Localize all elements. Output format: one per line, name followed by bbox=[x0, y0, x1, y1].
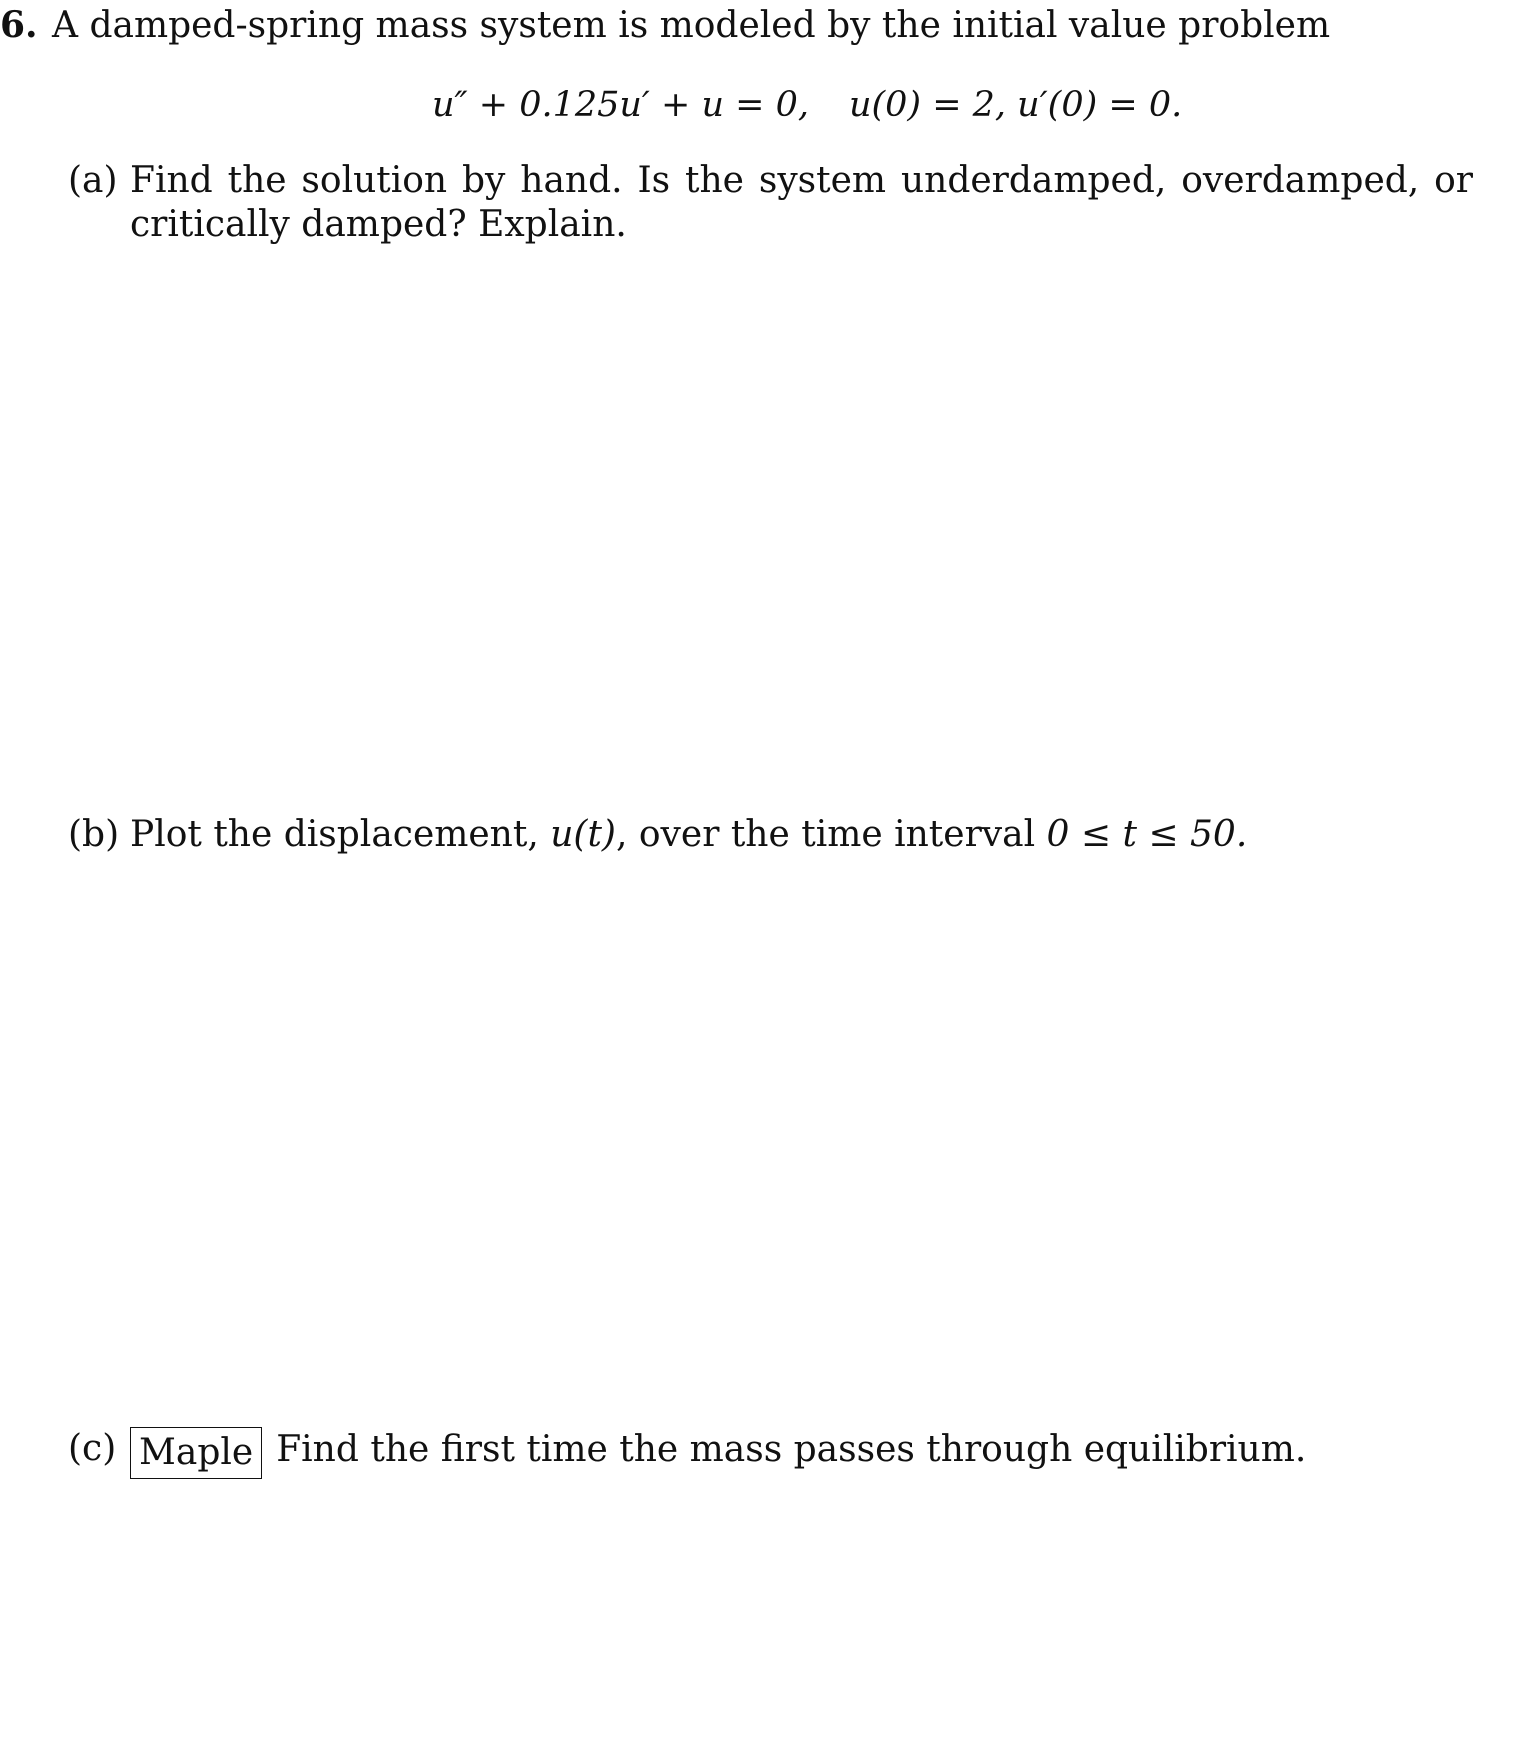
part-b-label: (b) bbox=[68, 814, 120, 855]
part-b-function: u(t) bbox=[550, 814, 616, 855]
part-b bbox=[68, 813, 1473, 857]
problem-intro: A damped-spring mass system is modeled by the initial value problem bbox=[52, 5, 1331, 46]
differential-equation: u″ + 0.125u′ + u = 0, bbox=[432, 85, 809, 125]
part-a-text: Find the solution by hand. Is the system underdamped, overdamped, or critically damped? Explain. bbox=[130, 160, 1473, 245]
part-a-label: (a) bbox=[68, 160, 118, 201]
problem-number: 6. bbox=[0, 4, 38, 46]
ivp-equation bbox=[432, 80, 1182, 130]
part-b-text-middle: , over the time interval bbox=[615, 814, 1047, 855]
initial-conditions: u(0) = 2, u′(0) = 0. bbox=[848, 85, 1183, 125]
maple-tag: Maple bbox=[130, 1427, 262, 1479]
part-b-text bbox=[130, 813, 1473, 857]
problem-heading bbox=[0, 0, 1330, 51]
part-c-label: (c) bbox=[68, 1428, 117, 1469]
part-b-interval: 0 ≤ t ≤ 50. bbox=[1046, 814, 1248, 855]
part-a bbox=[68, 159, 1473, 247]
part-c bbox=[68, 1424, 1473, 1476]
part-b-text-before: Plot the displacement, bbox=[130, 814, 551, 855]
part-c-question: Find the first time the mass passes through equilibrium. bbox=[276, 1429, 1307, 1470]
part-c-text bbox=[130, 1424, 1473, 1476]
